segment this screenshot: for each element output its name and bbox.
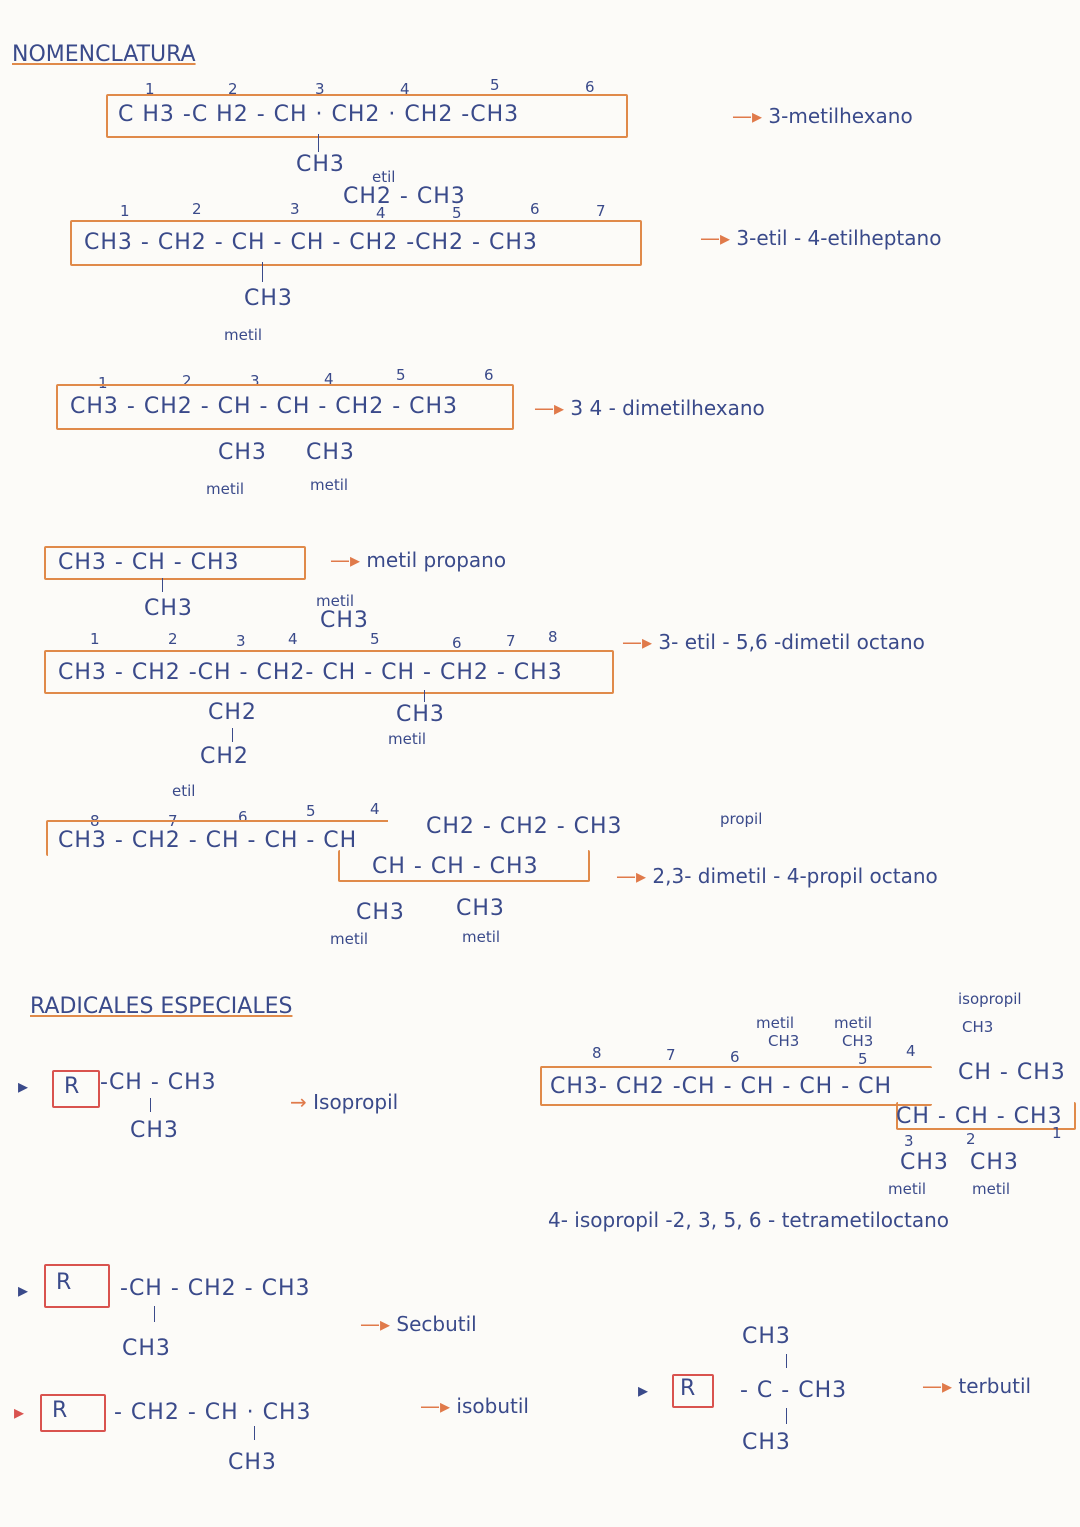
substituent-formula: CH3: [742, 1324, 791, 1349]
carbon-number: 7: [666, 1046, 676, 1064]
carbon-number: 2: [168, 630, 178, 648]
main-chain-formula: CH3 - CH2 - CH - CH - CH2 -CH2 - CH3: [84, 230, 538, 255]
substituent-label: isopropil: [958, 990, 1022, 1008]
substituent-formula: CH3: [306, 440, 355, 465]
substituent-formula: CH3: [144, 596, 193, 621]
bullet-arrow: ▸: [18, 1074, 29, 1098]
substituent-label: metil: [834, 1014, 873, 1032]
bond-line: [424, 690, 425, 702]
carbon-number: 4: [288, 630, 298, 648]
substituent-label: propil: [720, 810, 763, 828]
r-group-label: R: [52, 1398, 69, 1423]
carbon-number: 6: [530, 200, 540, 218]
carbon-number: 5: [370, 630, 380, 648]
r-group-box: [44, 1264, 110, 1308]
bullet-arrow: ▸: [638, 1378, 649, 1402]
substituent-formula: CH3: [842, 1032, 874, 1050]
substituent-label: metil: [756, 1014, 795, 1032]
carbon-number: 3: [904, 1132, 914, 1150]
substituent-formula: CH3: [218, 440, 267, 465]
carbon-number: 7: [168, 812, 178, 830]
carbon-number: 5: [490, 76, 500, 94]
carbon-number: 8: [592, 1044, 602, 1062]
bond-line: [318, 134, 319, 152]
bullet-arrow: ▸: [18, 1278, 29, 1302]
carbon-number: 1: [98, 374, 108, 392]
lower-chain-formula: CH - CH - CH3: [896, 1104, 1063, 1129]
substituent-formula: CH3: [962, 1018, 994, 1036]
r-group-label: R: [64, 1074, 81, 1099]
carbon-number: 1: [1052, 1124, 1062, 1142]
radical-formula: - CH2 - CH · CH3: [114, 1400, 312, 1425]
iupac-name: —▸ 3-etil - 4-etilheptano: [700, 226, 942, 250]
iupac-name: —▸ metil propano: [330, 548, 507, 572]
carbon-number: 2: [182, 372, 192, 390]
iupac-name: 4- isopropil -2, 3, 5, 6 - tetrametiloctano: [548, 1208, 950, 1232]
substituent-formula: CH3: [320, 608, 369, 633]
carbon-number: 7: [506, 632, 516, 650]
radical-formula: -CH - CH2 - CH3: [120, 1276, 311, 1301]
carbon-number: 4: [370, 800, 380, 818]
bond-line: [786, 1408, 787, 1424]
substituent-formula: CH3: [296, 152, 345, 177]
carbon-number: 8: [90, 812, 100, 830]
main-chain-formula: C H3 -C H2 - CH · CH2 · CH2 -CH3: [118, 102, 520, 127]
r-group-label: R: [56, 1270, 73, 1295]
substituent-label: metil: [462, 928, 501, 946]
radical-name: → Isopropil: [290, 1090, 399, 1114]
substituent-label: metil: [310, 476, 349, 494]
carbon-number: 5: [858, 1050, 868, 1068]
carbon-number: 8: [548, 628, 558, 646]
carbon-number: 6: [484, 366, 494, 384]
iupac-name: —▸ 3- etil - 5,6 -dimetil octano: [622, 630, 925, 654]
substituent-label: metil: [316, 592, 355, 610]
lower-chain-formula: CH - CH - CH3: [372, 854, 539, 879]
substituent-formula: CH3: [244, 286, 293, 311]
carbon-number: 2: [192, 200, 202, 218]
bond-line: [150, 1098, 151, 1112]
radical-formula: - C - CH3: [740, 1378, 848, 1403]
carbon-number: 2: [228, 80, 238, 98]
carbon-number: 2: [966, 1130, 976, 1148]
substituent-formula: CH3: [768, 1032, 800, 1050]
carbon-number: 4: [376, 204, 386, 222]
substituent-formula: CH3: [970, 1150, 1019, 1175]
carbon-number: 1: [145, 80, 155, 98]
radical-formula: -CH - CH3: [100, 1070, 217, 1095]
iupac-name: —▸ 3 4 - dimetilhexano: [534, 396, 765, 420]
substituent-formula: CH3: [396, 702, 445, 727]
iupac-name: —▸ 2,3- dimetil - 4-propil octano: [616, 864, 938, 888]
substituent-label: metil: [972, 1180, 1011, 1198]
substituent-label: metil: [888, 1180, 927, 1198]
bond-line: [262, 262, 263, 282]
substituent-formula: CH3: [900, 1150, 949, 1175]
r-group-box: [40, 1394, 106, 1432]
bond-line: [786, 1354, 787, 1368]
branch-formula: CH2 - CH2 - CH3: [426, 814, 623, 839]
bullet-arrow: ▸: [14, 1400, 25, 1424]
bond-line: [154, 1306, 155, 1322]
substituent-formula: CH3: [356, 900, 405, 925]
carbon-number: 3: [236, 632, 246, 650]
carbon-number: 6: [238, 808, 248, 826]
main-chain-formula: CH3 - CH2 - CH - CH - CH2 - CH3: [70, 394, 459, 419]
r-group-label: R: [680, 1376, 697, 1401]
carbon-number: 6: [585, 78, 595, 96]
substituent-label: etil: [172, 782, 196, 800]
carbon-number: 6: [452, 634, 462, 652]
carbon-number: 5: [306, 802, 316, 820]
carbon-number: 3: [250, 372, 260, 390]
carbon-number: 4: [400, 80, 410, 98]
iupac-name: —▸ 3-metilhexano: [732, 104, 913, 128]
section-title: RADICALES ESPECIALES: [30, 994, 293, 1019]
carbon-number: 5: [452, 204, 462, 222]
main-chain-formula: CH3 - CH - CH3: [58, 550, 240, 575]
carbon-number: 5: [396, 366, 406, 384]
substituent-formula: CH2: [200, 744, 249, 769]
substituent-label: metil: [330, 930, 369, 948]
bond-line: [162, 578, 163, 592]
substituent-formula: CH3: [456, 896, 505, 921]
branch-formula: CH - CH3: [958, 1060, 1066, 1085]
radical-name: —▸ terbutil: [922, 1374, 1032, 1398]
page-title: NOMENCLATURA: [12, 42, 196, 67]
bond-line: [254, 1426, 255, 1440]
main-chain-formula: CH3 - CH2 -CH - CH2- CH - CH - CH2 - CH3: [58, 660, 563, 685]
radical-name: —▸ isobutil: [420, 1394, 529, 1418]
substituent-label: metil: [388, 730, 427, 748]
carbon-number: 1: [120, 202, 130, 220]
carbon-number: 6: [730, 1048, 740, 1066]
substituent-formula: CH2: [208, 700, 257, 725]
substituent-formula: CH3: [228, 1450, 277, 1475]
substituent-formula: CH3: [130, 1118, 179, 1143]
carbon-number: 4: [324, 370, 334, 388]
carbon-number: 1: [90, 630, 100, 648]
radical-name: —▸ Secbutil: [360, 1312, 477, 1336]
carbon-number: 3: [290, 200, 300, 218]
substituent-label: metil: [206, 480, 245, 498]
substituent-formula: CH2 - CH3: [343, 184, 466, 209]
substituent-label: etil: [372, 168, 396, 186]
substituent-formula: CH3: [122, 1336, 171, 1361]
substituent-label: metil: [224, 326, 263, 344]
carbon-number: 7: [596, 202, 606, 220]
carbon-number: 3: [315, 80, 325, 98]
bond-line: [232, 728, 233, 742]
carbon-number: 4: [906, 1042, 916, 1060]
substituent-formula: CH3: [742, 1430, 791, 1455]
main-chain-formula: CH3 - CH2 - CH - CH - CH: [58, 828, 358, 853]
main-chain-formula: CH3- CH2 -CH - CH - CH - CH: [550, 1074, 893, 1099]
